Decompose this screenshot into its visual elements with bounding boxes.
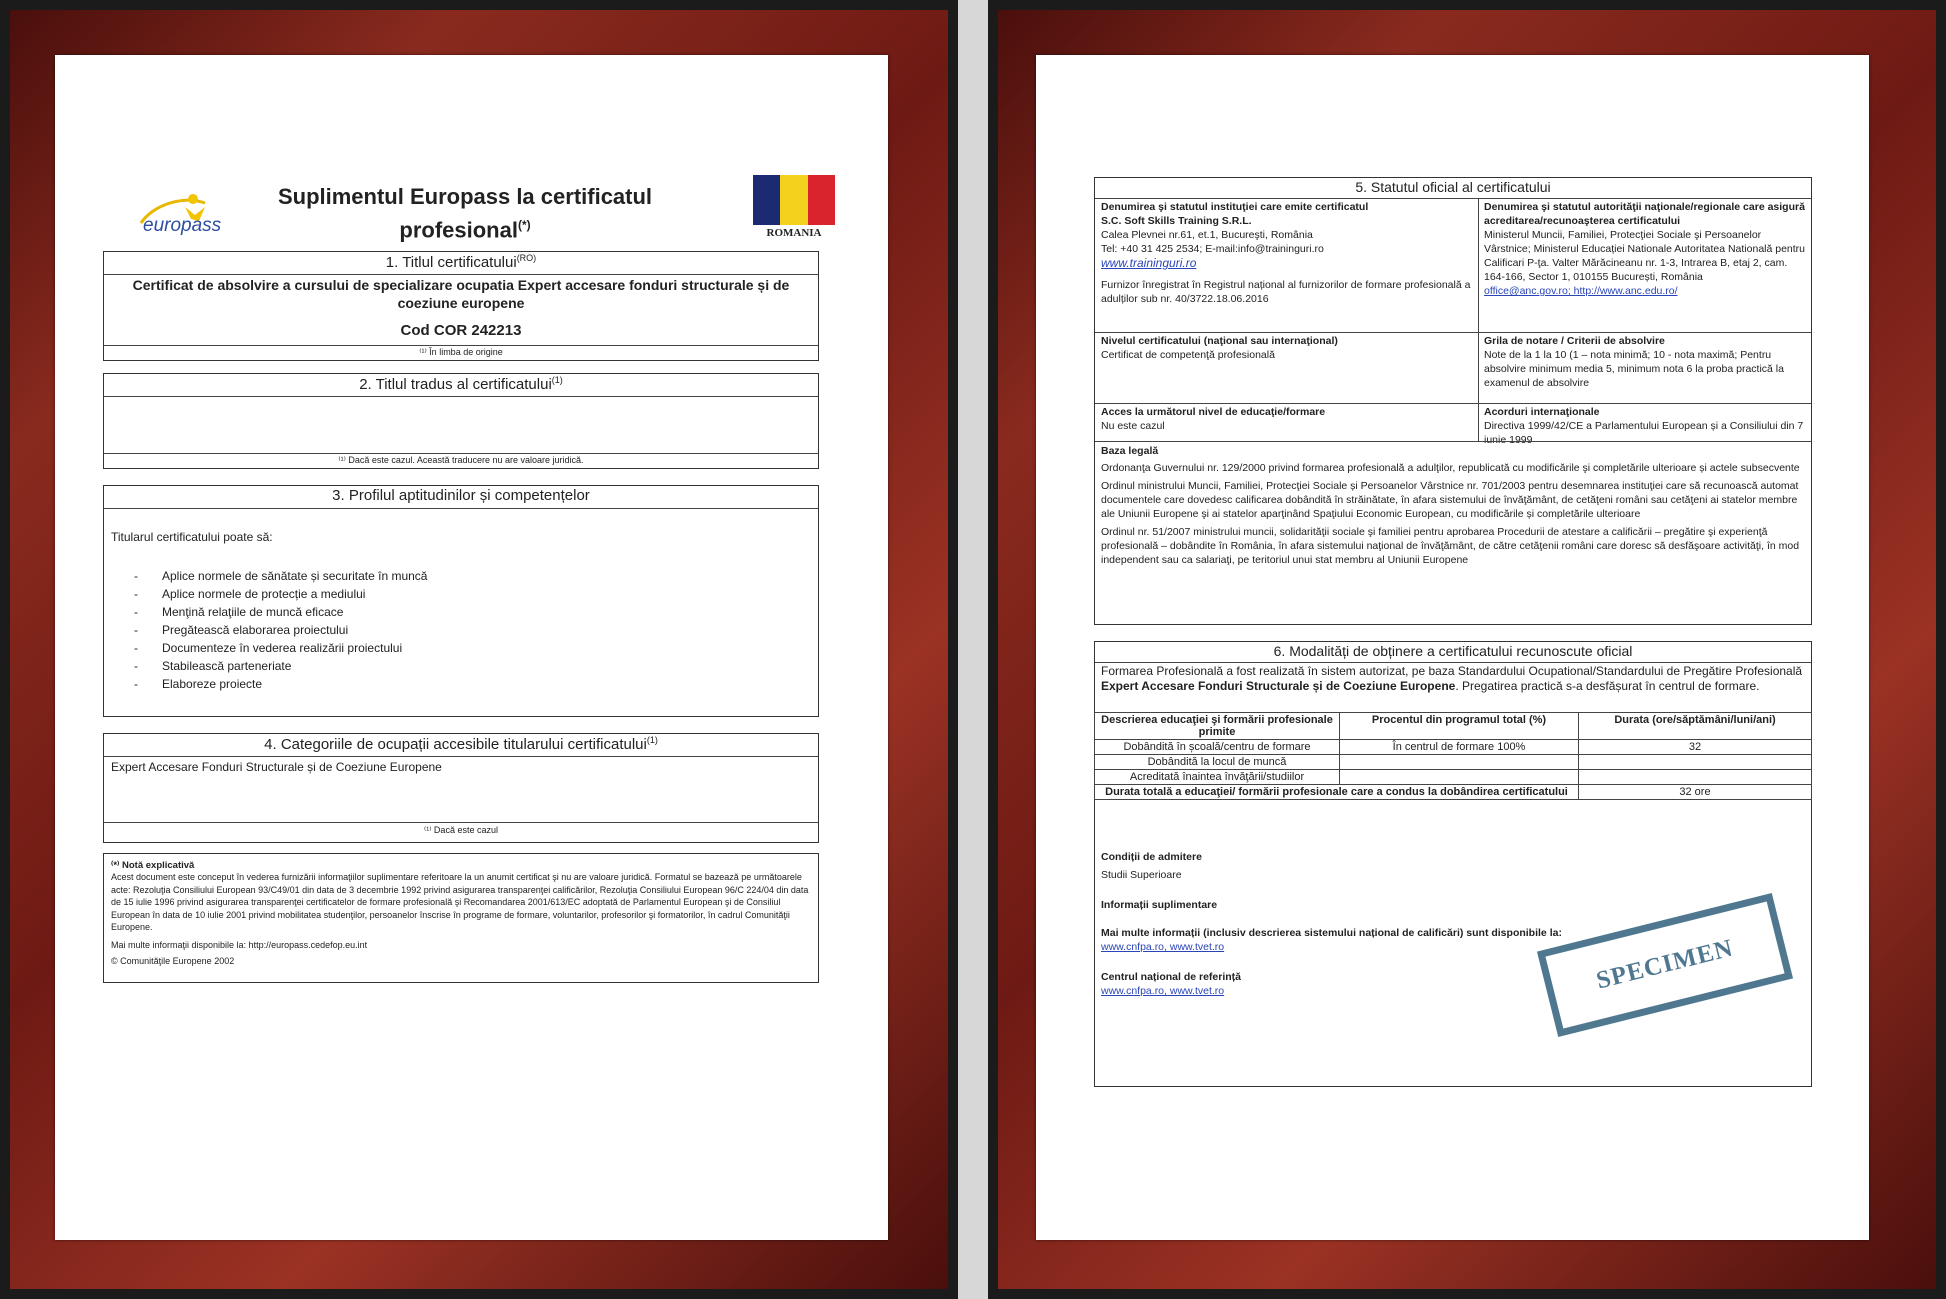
occupation-text: Expert Accesare Fonduri Structurale și de Coeziune Europene xyxy=(111,760,442,774)
section-4-note: ⁽¹⁾ Dacă este cazul xyxy=(424,825,498,835)
section-occupations xyxy=(103,733,819,843)
section-skills-profile xyxy=(103,485,819,717)
note-more-info: Mai multe informaţii disponibile la: http://europass.cedefop.eu.int xyxy=(111,939,368,950)
access-block xyxy=(1101,405,1473,433)
list-item: - Aplice normele de sănătate și securitate în muncă xyxy=(104,569,427,587)
section-official-status xyxy=(1094,177,1812,625)
reference-centre-links[interactable]: www.cnfpa.ro, www.tvet.ro xyxy=(1101,985,1225,997)
international-body: Directiva 1999/42/CE a Parlamentului European și a Consiliului din 7 iunie 1999 xyxy=(1484,420,1804,446)
certificate-title: Certificat de absolvire a cursului de specializare ocupatia Expert accesare fonduri structurale și de coeziune europene xyxy=(132,277,790,311)
skills-intro: Titularul certificatului poate să: xyxy=(111,530,273,544)
table-cell: Acreditată înaintea învăţării/studiilor xyxy=(1095,770,1340,785)
authority-body: Ministerul Muncii, Familiei, Protecţiei Sociale şi Persoanelor Vârstnice; Ministerul Educației Nationale Autoritatea Natională pentru Calificari P-ţa. Valter Mărăcineanu nr. 1-3, Intrarea B, etaj 2, cam. 164-166, Sector 1, 010155 București, România xyxy=(1484,229,1806,283)
section-translated-title xyxy=(103,373,819,469)
list-item: - Stabilească parteneriate xyxy=(104,659,427,677)
table-row xyxy=(1095,755,1812,770)
table-total-label: Durata totală a educaţiei/ formării profesionale care a condus la dobândirea certificatului xyxy=(1095,785,1579,800)
note-title: ⁽*⁾ Notă explicativă xyxy=(111,860,195,871)
issuer-website-link[interactable]: www.traininguri.ro xyxy=(1101,256,1197,270)
table-total-row xyxy=(1095,785,1812,800)
legal-paragraph: Ordinul nr. 51/2007 ministrului muncii, solidarităţii sociale şi familiei pentru aprobarea Procedurii de atestare a calificării – pregătire şi experienţă profesională – dobândite în România, în afara sistemului naţional de învăţământ, de către cetăţenii români care doresc să desfăşoare activităţi, în mod independent sau ca salariaţi, pe teritoriul unui stat membru al Uniunii Europene xyxy=(1101,526,1800,566)
training-intro xyxy=(1101,664,1805,694)
section-3-title: 3. Profilul aptitudinilor și competențelor xyxy=(332,487,590,504)
europass-logo-text: europass xyxy=(143,215,222,236)
section-1-note: ⁽¹⁾ În limba de origine xyxy=(419,347,503,357)
reference-centre-heading: Centrul național de referință xyxy=(1101,971,1242,983)
legal-paragraph: Ordonanţa Guvernului nr. 129/2000 privind formarea profesională a adulţilor, republicată cu modificările şi completările ulterioare și actele subsecvente xyxy=(1101,462,1800,474)
page-title-text: Suplimentul Europass la certificatul profesional xyxy=(277,184,653,243)
table-cell: În centrul de formare 100% xyxy=(1340,740,1579,755)
issuer-heading: Denumirea şi statutul instituţiei care emite certificatul xyxy=(1101,201,1369,213)
cor-code: Cod COR 242213 xyxy=(400,322,522,339)
note-text: Acest document este conceput în vederea furnizării informaţiilor suplimentare referitoare la un anumit certificat şi nu are valoare juridică. Formatul se bazează pe următoarele acte: Rezoluţia Consiliului European 93/C49/01 din data de 3 decembrie 1992 privind asigurarea transparenţei calificărilor, Rezoluţia Consiliului European 96/C 224/04 din data de 15 iulie 1996 privind asigurarea transparenţei certificatelor de formare profesională şi Recomandarea 2001/613/EC adoptată de Parlamentul European şi de Consiliul European în data de 10 iulie 2001 privind mobilitatea studenţilor, persoanelor înscrise în programe de formare, voluntarilor, profesorilor şi formatorilor, în cadrul Comunităţii Europene. xyxy=(111,872,809,932)
section-2-heading xyxy=(104,375,818,393)
list-item: - Pregătească elaborarea proiectului xyxy=(104,623,427,641)
access-body: Nu este cazul xyxy=(1101,420,1165,432)
table-cell: Dobândită la locul de muncă xyxy=(1095,755,1340,770)
skills-list xyxy=(104,569,427,695)
extra-info-heading: Informații suplimentare xyxy=(1101,899,1218,911)
section-title xyxy=(103,251,819,361)
section-1-heading xyxy=(104,253,818,271)
legal-paragraph: Ordinul ministrului Muncii, Familiei, Protecţiei Sociale și Persoanelor Vârstnice nr. 701/2003 pentru desemnarea instituţiei care să recunoască automat documentele care dovedesc calificarea dobândită în străinătate, în afara sistemului de învăţământ, de cetăţeni români sau cetăţeni ai statelor membre ale Uniunii Europene şi ai statelor aparţinând Spaţiului Economic European, cu modificările și completările ulterioare xyxy=(1101,480,1799,520)
table-cell xyxy=(1340,770,1579,785)
certificate-page-right xyxy=(1036,55,1869,1240)
table-row xyxy=(1095,770,1812,785)
section-2-title: 2. Titlul tradus al certificatului xyxy=(359,376,552,393)
section-2-note: ⁽¹⁾ Dacă este cazul. Această traducere nu are valoare juridică. xyxy=(338,455,584,465)
level-heading: Nivelul certificatului (naţional sau internaţional) xyxy=(1101,335,1338,347)
section-6-title: 6. Modalități de obținere a certificatului recunoscute oficial xyxy=(1273,643,1633,659)
list-item: - Documenteze în vederea realizării proiectului xyxy=(104,641,427,659)
table-header-cell: Durata (ore/săptămâni/luni/ani) xyxy=(1579,713,1812,740)
authority-heading: Denumirea şi statutul autorităţii naţionale/regionale care asigură acreditarea/recunoaşterea certificatului xyxy=(1484,201,1805,227)
legal-heading: Baza legală xyxy=(1101,445,1159,457)
table-cell xyxy=(1340,755,1579,770)
table-cell: Dobândită în școală/centru de formare xyxy=(1095,740,1340,755)
more-info-links[interactable]: www.cnfpa.ro, www.tvet.ro xyxy=(1101,941,1225,953)
section-4-sup: (1) xyxy=(646,735,658,745)
admission-body: Studii Superioare xyxy=(1101,869,1182,881)
europass-logo xyxy=(133,185,253,245)
section-obtaining-methods xyxy=(1094,641,1812,1087)
note-copyright: © Comunităţile Europene 2002 xyxy=(111,956,235,966)
level-body: Certificat de competenţă profesională xyxy=(1101,349,1275,361)
list-item: - Aplice normele de protecție a mediului xyxy=(104,587,427,605)
access-heading: Acces la următorul nivel de educaţie/formare xyxy=(1101,406,1326,418)
international-heading: Acorduri internaţionale xyxy=(1484,406,1600,418)
section-4-heading xyxy=(104,735,818,753)
issuer-registration: Furnizor înregistrat în Registrul național al furnizorilor de formare profesională a adulților sub nr. 40/3722.18.06.2016 xyxy=(1101,279,1471,305)
issuer-name: S.C. Soft Skills Training S.R.L. xyxy=(1101,215,1252,227)
certificate-page-left xyxy=(55,55,888,1240)
grading-block xyxy=(1484,334,1806,390)
authority-block xyxy=(1484,200,1806,298)
issuer-block xyxy=(1101,200,1473,306)
frame-gap xyxy=(958,0,988,1299)
table-header-cell: Descrierea educaţiei şi formării profesionale primite xyxy=(1095,713,1340,740)
admission-heading: Condiții de admitere xyxy=(1101,851,1202,863)
level-block xyxy=(1101,334,1473,362)
training-intro-post: . Pregatirea practică s-a desfășurat în centrul de formare. xyxy=(1455,679,1760,693)
page-title-sup: (*) xyxy=(517,218,531,232)
explanatory-note xyxy=(103,853,819,983)
authority-links[interactable]: office@anc.gov.ro; http://www.anc.edu.ro/ xyxy=(1484,285,1678,297)
table-cell: 32 xyxy=(1579,740,1812,755)
more-info-heading: Mai multe informații (inclusiv descrierea sistemului național de calificări) sunt disponibile la: xyxy=(1101,927,1562,939)
training-intro-pre: Formarea Profesională a fost realizată în sistem autorizat, pe baza Standardului Ocupational/Standardului de Pregătire Profesională xyxy=(1101,664,1803,678)
list-item: - Elaboreze proiecte xyxy=(104,677,427,695)
grading-body: Note de la 1 la 10 (1 – nota minimă; 10 - nota maximă; Pentru absolvire minimum media 5, minimum nota 6 la proba practică la examenul de absolvire xyxy=(1484,349,1784,389)
grading-heading: Grila de notare / Criterii de absolvire xyxy=(1484,335,1665,347)
table-header-row xyxy=(1095,713,1812,740)
issuer-contact: Tel: +40 31 425 2534; E-mail:info@traininguri.ro xyxy=(1101,243,1324,255)
section-4-title: 4. Categoriile de ocupații accesibile titularului certificatului xyxy=(264,736,647,753)
section-1-sup: (RO) xyxy=(516,253,537,263)
table-total-value: 32 ore xyxy=(1579,785,1812,800)
flag-icon xyxy=(753,175,835,225)
romania-flag xyxy=(753,175,835,239)
training-duration-table xyxy=(1094,712,1812,800)
specimen-stamp: SPECIMEN xyxy=(1537,893,1793,1037)
section-2-sup: (1) xyxy=(551,375,563,385)
section-5-title: 5. Statutul oficial al certificatului xyxy=(1355,179,1551,195)
list-item: - Menţină relaţiile de muncă eficace xyxy=(104,605,427,623)
flag-label: ROMANIA xyxy=(766,227,822,239)
issuer-address: Calea Plevnei nr.61, et.1, Bucureşti, România xyxy=(1101,229,1313,241)
training-intro-standard: Expert Accesare Fonduri Structurale și de Coeziune Europene xyxy=(1101,679,1456,693)
table-row xyxy=(1095,740,1812,755)
section-1-title: 1. Titlul certificatului xyxy=(385,254,517,271)
table-cell xyxy=(1579,770,1812,785)
table-header-cell: Procentul din programul total (%) xyxy=(1340,713,1579,740)
legal-basis-block xyxy=(1101,444,1805,567)
page-title xyxy=(255,183,675,244)
table-cell xyxy=(1579,755,1812,770)
